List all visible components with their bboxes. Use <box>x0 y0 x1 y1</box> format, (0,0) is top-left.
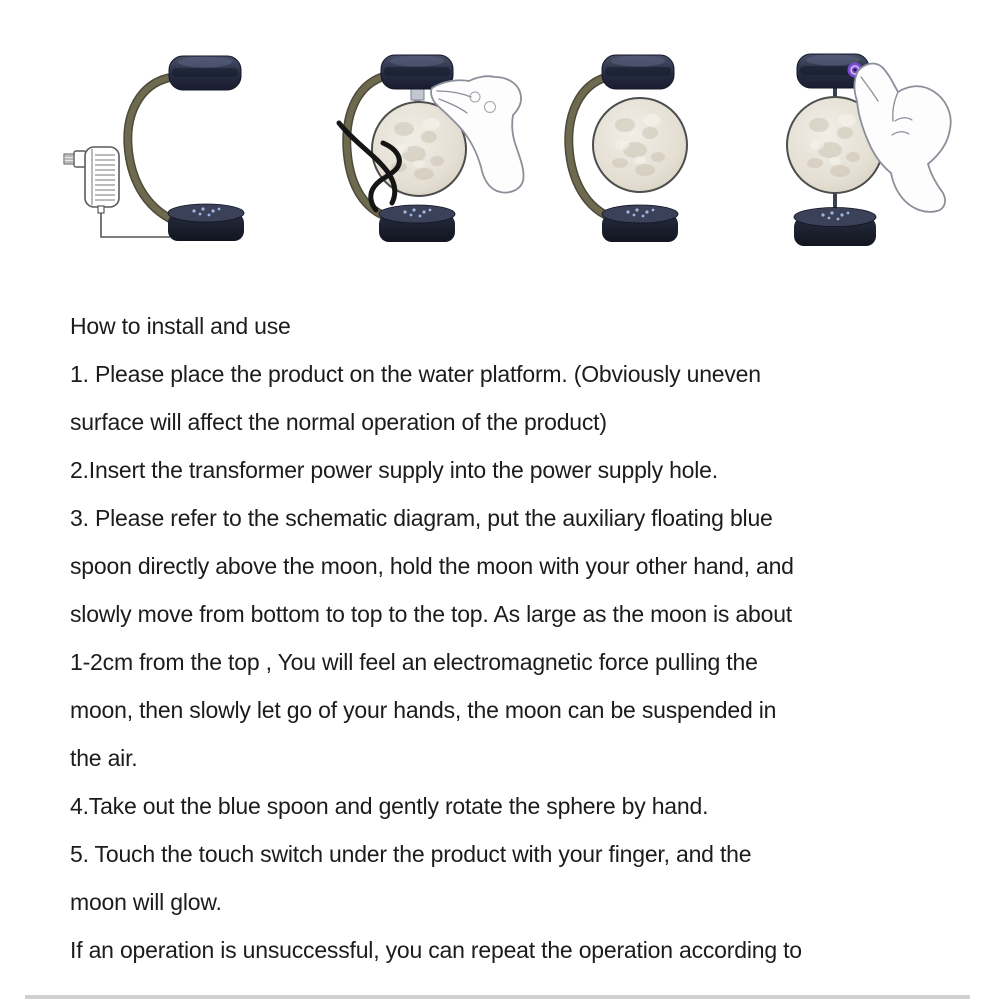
instruction-line: spoon directly above the moon, hold the moon with your other hand, and <box>70 553 794 579</box>
instruction-line: 2.Insert the transformer power supply into the power supply hole. <box>70 457 718 483</box>
levitation-base <box>794 208 876 247</box>
instruction-line: If an operation is unsuccessful, you can repeat the operation according to <box>70 937 802 963</box>
instruction-line: 1-2cm from the top , You will feel an electromagnetic force pulling the <box>70 649 758 675</box>
instruction-line: 5. Touch the touch switch under the product with your finger, and the <box>70 841 752 867</box>
power-adapter <box>64 147 119 213</box>
pointing-hand-sketch <box>854 64 950 212</box>
electromagnet-head <box>602 55 674 89</box>
instruction-line: 3. Please refer to the schematic diagram, put the auxiliary floating blue <box>70 505 773 531</box>
levitation-base <box>168 204 244 241</box>
instruction-line: 1. Please place the product on the water platform. (Obviously uneven <box>70 361 761 387</box>
clipped-next-line <box>25 995 970 999</box>
moon-sphere <box>593 98 687 192</box>
instruction-line: moon, then slowly let go of your hands, the moon can be suspended in <box>70 697 777 723</box>
levitation-base <box>602 205 678 242</box>
instructions-text-block <box>70 302 950 974</box>
illustration-moon-levitating <box>545 25 760 255</box>
illustration-place-moon-by-hand <box>325 35 560 250</box>
instruction-line: surface will affect the normal operation of the product) <box>70 409 607 435</box>
levitation-base <box>379 205 455 242</box>
instruction-line: slowly move from bottom to top to the top. As large as the moon is about <box>70 601 792 627</box>
electromagnet-head <box>169 56 241 90</box>
illustration-plug-in-power <box>40 25 290 255</box>
instruction-line: the air. <box>70 745 138 771</box>
instruction-line: moon will glow. <box>70 889 222 915</box>
instructions-title: How to install and use <box>70 313 291 339</box>
support-arm <box>128 78 175 221</box>
illustration-touch-switch <box>745 25 995 260</box>
instruction-line: 4.Take out the blue spoon and gently rotate the sphere by hand. <box>70 793 709 819</box>
